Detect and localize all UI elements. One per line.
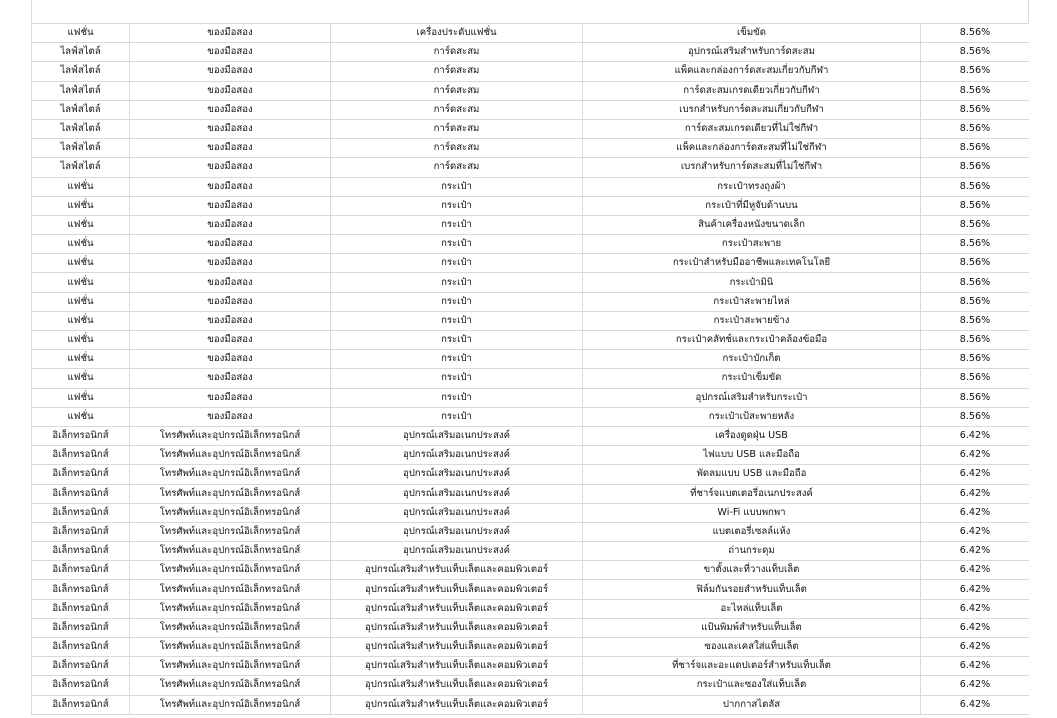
item-cell: แพ็คและกล่องการ์ดสะสมเกี่ยวกับกีฬา bbox=[583, 62, 921, 81]
subcategory-cell: โทรศัพท์และอุปกรณ์อิเล็กทรอนิกส์ bbox=[130, 638, 331, 657]
subcategory-cell: ของมือสอง bbox=[130, 119, 331, 138]
rate-cell: 6.42% bbox=[921, 676, 1030, 695]
group-cell: กระเป๋า bbox=[331, 235, 583, 254]
item-cell: ถ่านกระดุม bbox=[583, 542, 921, 561]
table-row bbox=[32, 580, 1030, 599]
item-cell: กระเป๋าเป้สะพายหลัง bbox=[583, 407, 921, 426]
table-row bbox=[32, 484, 1030, 503]
subcategory-cell: ของมือสอง bbox=[130, 62, 331, 81]
rate-cell: 6.42% bbox=[921, 484, 1030, 503]
group-cell: อุปกรณ์เสริมอเนกประสงค์ bbox=[331, 465, 583, 484]
rate-cell: 6.42% bbox=[921, 618, 1030, 637]
table-row bbox=[32, 695, 1030, 714]
table-row bbox=[32, 522, 1030, 541]
rate-cell: 6.42% bbox=[921, 426, 1030, 445]
subcategory-cell: โทรศัพท์และอุปกรณ์อิเล็กทรอนิกส์ bbox=[130, 503, 331, 522]
item-cell: เบรกสำหรับการ์ดสะสมที่ไม่ใช่กีฬา bbox=[583, 158, 921, 177]
main-category-cell: ไลฟ์สไตล์ bbox=[32, 139, 130, 158]
table-row bbox=[32, 657, 1030, 676]
rate-cell: 8.56% bbox=[921, 119, 1030, 138]
subcategory-cell: โทรศัพท์และอุปกรณ์อิเล็กทรอนิกส์ bbox=[130, 676, 331, 695]
table-row bbox=[32, 43, 1030, 62]
rate-cell: 8.56% bbox=[921, 158, 1030, 177]
group-cell: อุปกรณ์เสริมสำหรับแท็บเล็ตและคอมพิวเตอร์ bbox=[331, 638, 583, 657]
item-cell: ขาตั้งและที่วางแท็บเล็ต bbox=[583, 561, 921, 580]
group-cell: อุปกรณ์เสริมอเนกประสงค์ bbox=[331, 503, 583, 522]
main-category-cell: อิเล็กทรอนิกส์ bbox=[32, 657, 130, 676]
group-cell: เครื่องประดับแฟชั่น bbox=[331, 24, 583, 43]
subcategory-cell: ของมือสอง bbox=[130, 215, 331, 234]
rate-cell: 6.42% bbox=[921, 580, 1030, 599]
table-row bbox=[32, 503, 1030, 522]
table-row bbox=[32, 618, 1030, 637]
rate-cell: 8.56% bbox=[921, 62, 1030, 81]
subcategory-cell: ของมือสอง bbox=[130, 24, 331, 43]
subcategory-cell: ของมือสอง bbox=[130, 139, 331, 158]
group-cell: กระเป๋า bbox=[331, 331, 583, 350]
table-row bbox=[32, 542, 1030, 561]
main-category-cell: แฟชั่น bbox=[32, 369, 130, 388]
item-cell: กระเป๋ามินิ bbox=[583, 273, 921, 292]
main-category-cell: อิเล็กทรอนิกส์ bbox=[32, 426, 130, 445]
subcategory-cell: โทรศัพท์และอุปกรณ์อิเล็กทรอนิกส์ bbox=[130, 522, 331, 541]
subcategory-cell: ของมือสอง bbox=[130, 158, 331, 177]
table-row bbox=[32, 426, 1030, 445]
group-cell: กระเป๋า bbox=[331, 215, 583, 234]
rate-cell: 6.42% bbox=[921, 657, 1030, 676]
table-row bbox=[32, 311, 1030, 330]
rate-cell: 6.42% bbox=[921, 465, 1030, 484]
main-category-cell: แฟชั่น bbox=[32, 388, 130, 407]
rate-cell: 6.42% bbox=[921, 503, 1030, 522]
group-cell: กระเป๋า bbox=[331, 311, 583, 330]
rate-cell: 8.56% bbox=[921, 254, 1030, 273]
rate-cell: 8.56% bbox=[921, 331, 1030, 350]
main-category-cell: แฟชั่น bbox=[32, 331, 130, 350]
main-category-cell: แฟชั่น bbox=[32, 407, 130, 426]
table-row bbox=[32, 292, 1030, 311]
subcategory-cell: ของมือสอง bbox=[130, 235, 331, 254]
table-row bbox=[32, 407, 1030, 426]
rate-cell: 8.56% bbox=[921, 215, 1030, 234]
main-category-cell: ไลฟ์สไตล์ bbox=[32, 158, 130, 177]
item-cell: เข็มขัด bbox=[583, 24, 921, 43]
commission-table-sheet bbox=[31, 0, 1029, 715]
subcategory-cell: ของมือสอง bbox=[130, 369, 331, 388]
item-cell: กระเป๋าเข็มขัด bbox=[583, 369, 921, 388]
group-cell: การ์ดสะสม bbox=[331, 100, 583, 119]
main-category-cell: ไลฟ์สไตล์ bbox=[32, 62, 130, 81]
main-category-cell: แฟชั่น bbox=[32, 292, 130, 311]
main-category-cell: แฟชั่น bbox=[32, 311, 130, 330]
item-cell: แป้นพิมพ์สำหรับแท็บเล็ต bbox=[583, 618, 921, 637]
commission-table bbox=[31, 23, 1029, 715]
group-cell: อุปกรณ์เสริมสำหรับแท็บเล็ตและคอมพิวเตอร์ bbox=[331, 561, 583, 580]
group-cell: การ์ดสะสม bbox=[331, 62, 583, 81]
rate-cell: 8.56% bbox=[921, 235, 1030, 254]
item-cell: ซองและเคสใส่แท็บเล็ต bbox=[583, 638, 921, 657]
rate-cell: 8.56% bbox=[921, 43, 1030, 62]
item-cell: ที่ชาร์จแบตเตอรี่อเนกประสงค์ bbox=[583, 484, 921, 503]
item-cell: กระเป๋าสะพายข้าง bbox=[583, 311, 921, 330]
subcategory-cell: ของมือสอง bbox=[130, 331, 331, 350]
subcategory-cell: ของมือสอง bbox=[130, 196, 331, 215]
group-cell: อุปกรณ์เสริมอเนกประสงค์ bbox=[331, 426, 583, 445]
main-category-cell: แฟชั่น bbox=[32, 215, 130, 234]
table-row bbox=[32, 215, 1030, 234]
group-cell: การ์ดสะสม bbox=[331, 119, 583, 138]
group-cell: อุปกรณ์เสริมสำหรับแท็บเล็ตและคอมพิวเตอร์ bbox=[331, 695, 583, 714]
rate-cell: 8.56% bbox=[921, 292, 1030, 311]
group-cell: กระเป๋า bbox=[331, 350, 583, 369]
subcategory-cell: ของมือสอง bbox=[130, 292, 331, 311]
rate-cell: 6.42% bbox=[921, 638, 1030, 657]
main-category-cell: อิเล็กทรอนิกส์ bbox=[32, 503, 130, 522]
item-cell: กระเป๋าคลัทช์และกระเป๋าคล้องข้อมือ bbox=[583, 331, 921, 350]
table-row bbox=[32, 676, 1030, 695]
item-cell: ที่ชาร์จและอะแดปเตอร์สำหรับแท็บเล็ต bbox=[583, 657, 921, 676]
main-category-cell: อิเล็กทรอนิกส์ bbox=[32, 484, 130, 503]
main-category-cell: ไลฟ์สไตล์ bbox=[32, 81, 130, 100]
subcategory-cell: ของมือสอง bbox=[130, 177, 331, 196]
item-cell: กระเป๋าบักเก็ต bbox=[583, 350, 921, 369]
rate-cell: 8.56% bbox=[921, 24, 1030, 43]
rate-cell: 8.56% bbox=[921, 196, 1030, 215]
rate-cell: 6.42% bbox=[921, 522, 1030, 541]
group-cell: การ์ดสะสม bbox=[331, 158, 583, 177]
rate-cell: 6.42% bbox=[921, 446, 1030, 465]
main-category-cell: แฟชั่น bbox=[32, 196, 130, 215]
item-cell: กระเป๋าสำหรับมืออาชีพและเทคโนโลยี bbox=[583, 254, 921, 273]
rate-cell: 6.42% bbox=[921, 561, 1030, 580]
subcategory-cell: โทรศัพท์และอุปกรณ์อิเล็กทรอนิกส์ bbox=[130, 426, 331, 445]
group-cell: อุปกรณ์เสริมอเนกประสงค์ bbox=[331, 446, 583, 465]
table-row bbox=[32, 177, 1030, 196]
main-category-cell: ไลฟ์สไตล์ bbox=[32, 43, 130, 62]
subcategory-cell: ของมือสอง bbox=[130, 254, 331, 273]
main-category-cell: อิเล็กทรอนิกส์ bbox=[32, 695, 130, 714]
table-row bbox=[32, 331, 1030, 350]
subcategory-cell: ของมือสอง bbox=[130, 81, 331, 100]
group-cell: อุปกรณ์เสริมสำหรับแท็บเล็ตและคอมพิวเตอร์ bbox=[331, 599, 583, 618]
table-row bbox=[32, 388, 1030, 407]
item-cell: กระเป๋าสะพายไหล่ bbox=[583, 292, 921, 311]
rate-cell: 8.56% bbox=[921, 81, 1030, 100]
item-cell: แพ็คและกล่องการ์ดสะสมที่ไม่ใช่กีฬา bbox=[583, 139, 921, 158]
item-cell: ฟิล์มกันรอยสำหรับแท็บเล็ต bbox=[583, 580, 921, 599]
group-cell: กระเป๋า bbox=[331, 254, 583, 273]
main-category-cell: อิเล็กทรอนิกส์ bbox=[32, 465, 130, 484]
subcategory-cell: ของมือสอง bbox=[130, 43, 331, 62]
main-category-cell: อิเล็กทรอนิกส์ bbox=[32, 638, 130, 657]
rate-cell: 8.56% bbox=[921, 388, 1030, 407]
group-cell: อุปกรณ์เสริมอเนกประสงค์ bbox=[331, 542, 583, 561]
table-row bbox=[32, 599, 1030, 618]
rate-cell: 8.56% bbox=[921, 369, 1030, 388]
main-category-cell: แฟชั่น bbox=[32, 254, 130, 273]
main-category-cell: อิเล็กทรอนิกส์ bbox=[32, 580, 130, 599]
table-row bbox=[32, 119, 1030, 138]
item-cell: กระเป๋าที่มีหูจับด้านบน bbox=[583, 196, 921, 215]
group-cell: กระเป๋า bbox=[331, 273, 583, 292]
table-row bbox=[32, 369, 1030, 388]
item-cell: การ์ดสะสมเกรดเดียวที่ไม่ใช่กีฬา bbox=[583, 119, 921, 138]
main-category-cell: แฟชั่น bbox=[32, 350, 130, 369]
rate-cell: 8.56% bbox=[921, 100, 1030, 119]
subcategory-cell: โทรศัพท์และอุปกรณ์อิเล็กทรอนิกส์ bbox=[130, 542, 331, 561]
group-cell: อุปกรณ์เสริมอเนกประสงค์ bbox=[331, 484, 583, 503]
table-row bbox=[32, 235, 1030, 254]
subcategory-cell: ของมือสอง bbox=[130, 311, 331, 330]
group-cell: การ์ดสะสม bbox=[331, 43, 583, 62]
main-category-cell: แฟชั่น bbox=[32, 273, 130, 292]
item-cell: แบตเตอรี่เซลล์แห้ง bbox=[583, 522, 921, 541]
subcategory-cell: ของมือสอง bbox=[130, 350, 331, 369]
group-cell: อุปกรณ์เสริมสำหรับแท็บเล็ตและคอมพิวเตอร์ bbox=[331, 618, 583, 637]
rate-cell: 8.56% bbox=[921, 311, 1030, 330]
table-row bbox=[32, 139, 1030, 158]
main-category-cell: อิเล็กทรอนิกส์ bbox=[32, 618, 130, 637]
main-category-cell: อิเล็กทรอนิกส์ bbox=[32, 599, 130, 618]
item-cell: ปากกาสไตลัส bbox=[583, 695, 921, 714]
table-row bbox=[32, 446, 1030, 465]
table-body bbox=[32, 24, 1030, 715]
subcategory-cell: โทรศัพท์และอุปกรณ์อิเล็กทรอนิกส์ bbox=[130, 446, 331, 465]
table-row bbox=[32, 81, 1030, 100]
rate-cell: 8.56% bbox=[921, 350, 1030, 369]
item-cell: ไฟแบบ USB และมือถือ bbox=[583, 446, 921, 465]
rate-cell: 8.56% bbox=[921, 139, 1030, 158]
item-cell: การ์ดสะสมเกรดเดียวเกี่ยวกับกีฬา bbox=[583, 81, 921, 100]
subcategory-cell: โทรศัพท์และอุปกรณ์อิเล็กทรอนิกส์ bbox=[130, 580, 331, 599]
group-cell: อุปกรณ์เสริมอเนกประสงค์ bbox=[331, 522, 583, 541]
item-cell: อุปกรณ์เสริมสำหรับกระเป๋า bbox=[583, 388, 921, 407]
group-cell: อุปกรณ์เสริมสำหรับแท็บเล็ตและคอมพิวเตอร์ bbox=[331, 580, 583, 599]
group-cell: กระเป๋า bbox=[331, 369, 583, 388]
item-cell: กระเป๋าทรงถุงผ้า bbox=[583, 177, 921, 196]
table-row bbox=[32, 465, 1030, 484]
item-cell: กระเป๋าสะพาย bbox=[583, 235, 921, 254]
group-cell: การ์ดสะสม bbox=[331, 139, 583, 158]
group-cell: อุปกรณ์เสริมสำหรับแท็บเล็ตและคอมพิวเตอร์ bbox=[331, 676, 583, 695]
table-row bbox=[32, 24, 1030, 43]
main-category-cell: อิเล็กทรอนิกส์ bbox=[32, 561, 130, 580]
table-row bbox=[32, 158, 1030, 177]
subcategory-cell: โทรศัพท์และอุปกรณ์อิเล็กทรอนิกส์ bbox=[130, 484, 331, 503]
rate-cell: 6.42% bbox=[921, 542, 1030, 561]
main-category-cell: อิเล็กทรอนิกส์ bbox=[32, 522, 130, 541]
item-cell: เครื่องดูดฝุ่น USB bbox=[583, 426, 921, 445]
item-cell: อะไหล่แท็บเล็ต bbox=[583, 599, 921, 618]
main-category-cell: ไลฟ์สไตล์ bbox=[32, 100, 130, 119]
main-category-cell: อิเล็กทรอนิกส์ bbox=[32, 676, 130, 695]
table-row bbox=[32, 638, 1030, 657]
group-cell: กระเป๋า bbox=[331, 292, 583, 311]
table-row bbox=[32, 273, 1030, 292]
table-row bbox=[32, 100, 1030, 119]
group-cell: กระเป๋า bbox=[331, 407, 583, 426]
subcategory-cell: โทรศัพท์และอุปกรณ์อิเล็กทรอนิกส์ bbox=[130, 618, 331, 637]
subcategory-cell: โทรศัพท์และอุปกรณ์อิเล็กทรอนิกส์ bbox=[130, 561, 331, 580]
table-row bbox=[32, 196, 1030, 215]
subcategory-cell: ของมือสอง bbox=[130, 100, 331, 119]
table-row bbox=[32, 62, 1030, 81]
item-cell: อุปกรณ์เสริมสำหรับการ์ดสะสม bbox=[583, 43, 921, 62]
item-cell: พัดลมแบบ USB และมือถือ bbox=[583, 465, 921, 484]
group-cell: กระเป๋า bbox=[331, 388, 583, 407]
main-category-cell: แฟชั่น bbox=[32, 177, 130, 196]
group-cell: อุปกรณ์เสริมสำหรับแท็บเล็ตและคอมพิวเตอร์ bbox=[331, 657, 583, 676]
rate-cell: 8.56% bbox=[921, 177, 1030, 196]
rate-cell: 6.42% bbox=[921, 695, 1030, 714]
table-row bbox=[32, 254, 1030, 273]
rate-cell: 6.42% bbox=[921, 599, 1030, 618]
subcategory-cell: ของมือสอง bbox=[130, 388, 331, 407]
subcategory-cell: โทรศัพท์และอุปกรณ์อิเล็กทรอนิกส์ bbox=[130, 599, 331, 618]
item-cell: กระเป๋าและซองใส่แท็บเล็ต bbox=[583, 676, 921, 695]
main-category-cell: อิเล็กทรอนิกส์ bbox=[32, 446, 130, 465]
group-cell: กระเป๋า bbox=[331, 177, 583, 196]
table-row bbox=[32, 350, 1030, 369]
item-cell: เบรกสำหรับการ์ดสะสมเกี่ยวกับกีฬา bbox=[583, 100, 921, 119]
main-category-cell: แฟชั่น bbox=[32, 24, 130, 43]
subcategory-cell: ของมือสอง bbox=[130, 407, 331, 426]
rate-cell: 8.56% bbox=[921, 407, 1030, 426]
subcategory-cell: โทรศัพท์และอุปกรณ์อิเล็กทรอนิกส์ bbox=[130, 695, 331, 714]
main-category-cell: ไลฟ์สไตล์ bbox=[32, 119, 130, 138]
main-category-cell: แฟชั่น bbox=[32, 235, 130, 254]
item-cell: สินค้าเครื่องหนังขนาดเล็ก bbox=[583, 215, 921, 234]
group-cell: การ์ดสะสม bbox=[331, 81, 583, 100]
table-row bbox=[32, 561, 1030, 580]
subcategory-cell: โทรศัพท์และอุปกรณ์อิเล็กทรอนิกส์ bbox=[130, 465, 331, 484]
subcategory-cell: โทรศัพท์และอุปกรณ์อิเล็กทรอนิกส์ bbox=[130, 657, 331, 676]
table-top-strip bbox=[31, 0, 1029, 23]
rate-cell: 8.56% bbox=[921, 273, 1030, 292]
subcategory-cell: ของมือสอง bbox=[130, 273, 331, 292]
group-cell: กระเป๋า bbox=[331, 196, 583, 215]
item-cell: Wi-Fi แบบพกพา bbox=[583, 503, 921, 522]
main-category-cell: อิเล็กทรอนิกส์ bbox=[32, 542, 130, 561]
